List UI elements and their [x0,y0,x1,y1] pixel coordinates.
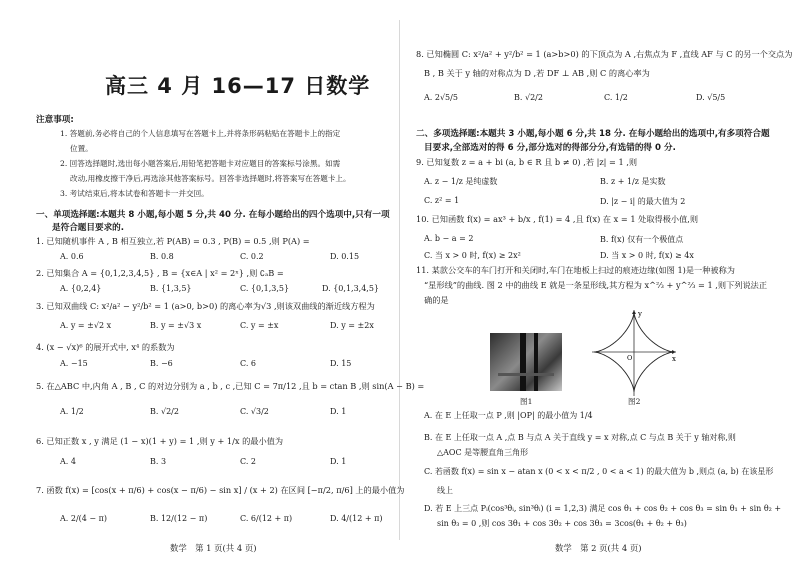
page-footer: 数学 第 2 页(共 4 页) [555,543,642,553]
q4-option-b: B. −6 [150,359,173,368]
q3-option-b: B. y = ±√3 x [150,321,202,330]
q8-option-d: D. √5/5 [696,93,726,102]
q11-option-d-cont: sin θ₃ = 0 ,则 cos 3θ₁ + cos 3θ₂ + cos 3θ₃ = 3cos(θ₁ + θ₂ + θ₃) [437,519,687,528]
q10-option-b: B. f(x) 仅有一个极值点 [600,235,684,244]
q1-option-c: C. 0.2 [240,252,264,261]
q6-option-b: B. 3 [150,457,167,466]
section2-heading-cont: 目要求,全部选对的得 6 分,部分选对的得部分分,有选错的得 0 分. [424,143,676,153]
right-page [400,0,800,579]
question-7-stem: 7. 函数 f(x) = [cos(x + π/6) + cos(x − π/6) − sin x] / (x + 2) 在区间 [−π/2, π/6] 上的最小值为 [36,485,405,495]
q9-option-b: B. z + 1/z 是实数 [600,177,666,186]
q5-option-c: C. √3/2 [240,407,269,416]
q6-option-a: A. 4 [60,457,76,466]
q10-option-d: D. 当 x > 0 时, f(x) ≥ 4x [600,251,694,260]
figure-1-photo [490,333,562,391]
section2-heading: 二、多项选择题:本题共 3 小题,每小题 6 分,共 18 分. 在每小题给出的选项中,有多项符合题 [416,129,770,139]
question-8-stem-cont: B , B 关于 y 轴的对称点为 D ,若 DF ⊥ AB ,则 C 的离心率为 [424,68,650,78]
q11-option-c-cont: 线上 [437,486,453,495]
section1-heading-cont: 是符合题目要求的. [52,223,125,233]
q3-option-d: D. y = ±2x [330,321,374,330]
figure-2-label: 图2 [628,397,641,406]
notice-line: 改动,用橡皮擦干净后,再选涂其他答案标号。回答非选择题时,将答案写在答题卡上。 [70,174,351,183]
q1-option-d: D. 0.15 [330,252,360,261]
q7-option-c: C. 6/(12 + π) [240,514,293,523]
q10-option-c: C. 当 x > 0 时, f(x) ≥ 2x² [424,251,521,260]
q11-option-b: B. 在 E 上任取一点 A ,点 B 与点 A 关于直线 y = x 对称,点 C 与点 B 关于 y 轴对称,则 [424,433,736,442]
q7-option-a: A. 2/(4 − π) [60,514,108,523]
q11-option-a: A. 在 E 上任取一点 P ,则 |OP| 的最小值为 1/4 [424,411,593,420]
question-3-stem: 3. 已知双曲线 C: x²/a² − y²/b² = 1 (a>0, b>0) 的离心率为√3 ,则该双曲线的渐近线方程为 [36,301,375,311]
q2-option-b: B. {1,3,5} [150,284,192,293]
section1-heading: 一、单项选择题:本题共 8 小题,每小题 5 分,共 40 分. 在每小题给出的四个选项中,只有一项 [36,210,390,220]
q8-option-b: B. √2/2 [514,93,543,102]
notice-line: 2. 回答选择题时,选出每小题答案后,用铅笔把答题卡对应题目的答案标号涂黑。如需 [60,159,341,168]
question-8-stem: 8. 已知椭圆 C: x²/a² + y²/b² = 1 (a>b>0) 的下顶点为 A ,右焦点为 F ,直线 AF 与 C 的另一个交点为 [416,49,793,59]
q11-option-b-cont: △AOC 是等腰直角三角形 [437,448,529,457]
notice-heading: 注意事项: [36,115,74,125]
q11-option-c: C. 若函数 f(x) = sin x − atan x (0 < x < π/2 , 0 < a < 1) 的最大值为 b ,则点 (a, b) 在该星形 [424,467,774,476]
question-6-stem: 6. 已知正数 x , y 满足 (1 − x)(1 + y) = 1 ,则 y + 1/x 的最小值为 [36,436,284,446]
q7-option-b: B. 12/(12 − π) [150,514,208,523]
figure-1-label: 图1 [520,397,533,406]
axis-x-label: x [672,355,676,363]
q3-option-c: C. y = ±x [240,321,279,330]
question-4-stem: 4. (x − √x)⁶ 的展开式中, x⁴ 的系数为 [36,342,175,352]
notice-line: 位置。 [70,144,93,153]
figure-2-astroid [588,306,680,398]
q1-option-b: B. 0.8 [150,252,174,261]
origin-label: O [627,354,633,362]
question-1-stem: 1. 已知随机事件 A , B 相互独立,若 P(AB) = 0.3 , P(B) = 0.5 ,则 P(A) = [36,236,310,246]
q8-option-a: A. 2√5/5 [424,93,458,102]
notice-line: 3. 考试结束后,将本试卷和答题卡一并交回。 [60,189,209,198]
q6-option-d: D. 1 [330,457,347,466]
q3-option-a: A. y = ±√2 x [60,321,112,330]
question-11-stem-cont: “星形线”的曲线. 图 2 中的曲线 E 就是一条星形线,其方程为 x^⅔ + y^⅔ = 1 ,则下列说法正 [424,280,768,290]
q4-option-c: C. 6 [240,359,257,368]
page-footer: 数学 第 1 页(共 4 页) [170,543,257,553]
q7-option-d: D. 4/(12 + π) [330,514,383,523]
question-2-stem: 2. 已知集合 A = {0,1,2,3,4,5} , B = {x∈A | x² = 2ˣ} ,则 ∁ₐB = [36,268,284,278]
q9-option-a: A. z − 1/z 是纯虚数 [424,177,498,186]
question-5-stem: 5. 在△ABC 中,内角 A , B , C 的对边分别为 a , b , c ,已知 C = 7π/12 ,且 b = ctan B ,则 sin(A − B) = [36,381,425,391]
q2-option-a: A. {0,2,4} [60,284,102,293]
notice-line: 1. 答题前,务必将自己的个人信息填写在答题卡上,并将条形码粘贴在答题卡上的指定 [60,129,341,138]
q2-option-d: D. {0,1,3,4,5} [322,284,380,293]
q1-option-a: A. 0.6 [60,252,84,261]
q4-option-a: A. −15 [60,359,88,368]
q8-option-c: C. 1/2 [604,93,628,102]
q11-option-d: D. 若 E 上三点 Pᵢ(cos³θᵢ, sin³θᵢ) (i = 1,2,3) 满足 cos θ₁ + cos θ₂ + cos θ₃ = sin θ₁ + sin θ₂ + [424,504,782,513]
q5-option-b: B. √2/2 [150,407,179,416]
page-title: 高三 4 月 16—17 日数学 [105,74,371,98]
q9-option-c: C. z² = 1 [424,196,460,205]
q6-option-c: C. 2 [240,457,257,466]
q5-option-d: D. 1 [330,407,347,416]
q9-option-d: D. |z − i| 的最大值为 2 [600,197,686,206]
question-11-stem: 11. 某款公交车的车门打开和关闭时,车门在地板上扫过的痕迹边缘(如图 1)是一种被称为 [416,265,735,275]
question-10-stem: 10. 已知函数 f(x) = ax³ + b/x , f(1) = 4 ,且 f(x) 在 x = 1 处取得极小值,则 [416,214,699,224]
q4-option-d: D. 15 [330,359,352,368]
question-9-stem: 9. 已知复数 z = a + bi (a, b ∈ R 且 b ≠ 0) ,若 |z| = 1 ,则 [416,157,638,167]
q5-option-a: A. 1/2 [60,407,84,416]
axis-y-label: y [638,310,642,318]
q2-option-c: C. {0,1,3,5} [240,284,290,293]
question-11-stem-cont: 确的是 [424,295,449,305]
q10-option-a: A. b − a = 2 [424,234,474,243]
